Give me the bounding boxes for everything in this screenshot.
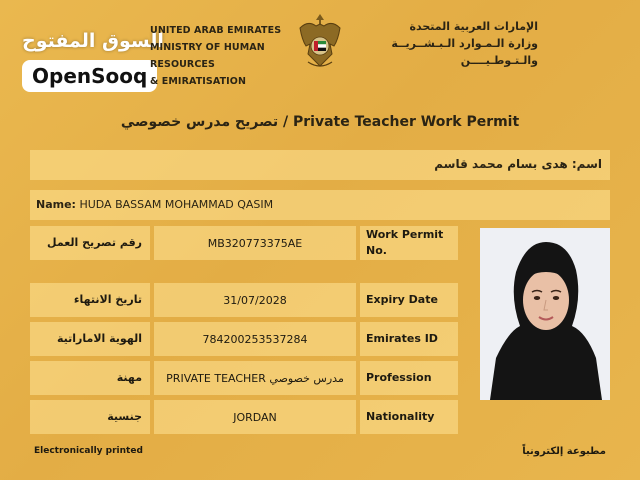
field-value: MB320773375AE xyxy=(207,236,303,250)
name-label: Name: xyxy=(36,198,76,211)
watermark-opensooq: OpenSooq xyxy=(22,60,157,92)
cell-value xyxy=(154,361,356,395)
label-english: Nationality xyxy=(366,410,435,423)
ministry-line-ar: الإمارات العربية المتحدة xyxy=(409,20,538,33)
ministry-line-ar: والـتـوطـيــــن xyxy=(460,54,538,67)
label-arabic: الهوية الاماراتية xyxy=(57,332,142,345)
card-title: تصريح مدرس خصوصي / Private Teacher Work Permit xyxy=(120,114,520,130)
cell-en-label xyxy=(360,400,458,434)
cell-en-label xyxy=(360,322,458,356)
row-nationality xyxy=(30,400,458,434)
footer-electronically-printed-ar: مطبوعة إلكترونياً xyxy=(522,446,606,457)
cell-en-label xyxy=(360,283,458,317)
label-english: Expiry Date xyxy=(366,293,438,306)
row-profession xyxy=(30,361,458,395)
cell-ar-label xyxy=(30,322,150,356)
cell-value xyxy=(154,283,356,317)
ministry-name-english xyxy=(150,22,290,90)
label-english: Work Permit No. xyxy=(366,228,444,257)
cell-en-label xyxy=(360,226,458,260)
row-work-permit xyxy=(30,226,458,260)
label-english: Profession xyxy=(366,371,432,384)
label-arabic: رقم تصريح العمل xyxy=(47,236,142,249)
cell-value xyxy=(154,226,356,260)
uae-emblem-icon xyxy=(294,10,346,72)
ministry-line: & EMIRATISATION xyxy=(150,76,247,87)
cell-en-label xyxy=(360,361,458,395)
label-english: Emirates ID xyxy=(366,332,438,345)
ministry-line-ar: وزارة الـمـوارد الـبـشــريــة xyxy=(391,37,538,50)
cell-value xyxy=(154,322,356,356)
cell-ar-label xyxy=(30,226,150,260)
label-arabic: تاريخ الانتهاء xyxy=(73,293,142,306)
field-value: 31/07/2028 xyxy=(223,293,287,307)
label-arabic: مهنة xyxy=(116,371,142,384)
holder-photo xyxy=(480,228,610,400)
name-value: HUDA BASSAM MOHAMMAD QASIM xyxy=(79,198,274,211)
cell-ar-label xyxy=(30,361,150,395)
label-arabic: جنسية xyxy=(107,410,142,423)
holder-name-arabic: اسم: هدى بسام محمد قاسم xyxy=(434,157,602,171)
row-expiry-date xyxy=(30,283,458,317)
ministry-line: MINISTRY OF HUMAN RESOURCES xyxy=(150,42,265,70)
watermark-arabic: السوق المفتوح xyxy=(22,30,164,52)
field-value: مدرس خصوصي PRIVATE TEACHER xyxy=(166,371,344,385)
holder-name-english xyxy=(36,198,273,211)
ministry-line: UNITED ARAB EMIRATES xyxy=(150,25,282,36)
cell-ar-label xyxy=(30,283,150,317)
footer-electronically-printed: Electronically printed xyxy=(34,446,143,456)
cell-value xyxy=(154,400,356,434)
row-emirates-id xyxy=(30,322,458,356)
cell-ar-label xyxy=(30,400,150,434)
field-value: 784200253537284 xyxy=(202,332,308,346)
field-value: JORDAN xyxy=(233,410,277,424)
ministry-name-arabic xyxy=(368,18,538,69)
